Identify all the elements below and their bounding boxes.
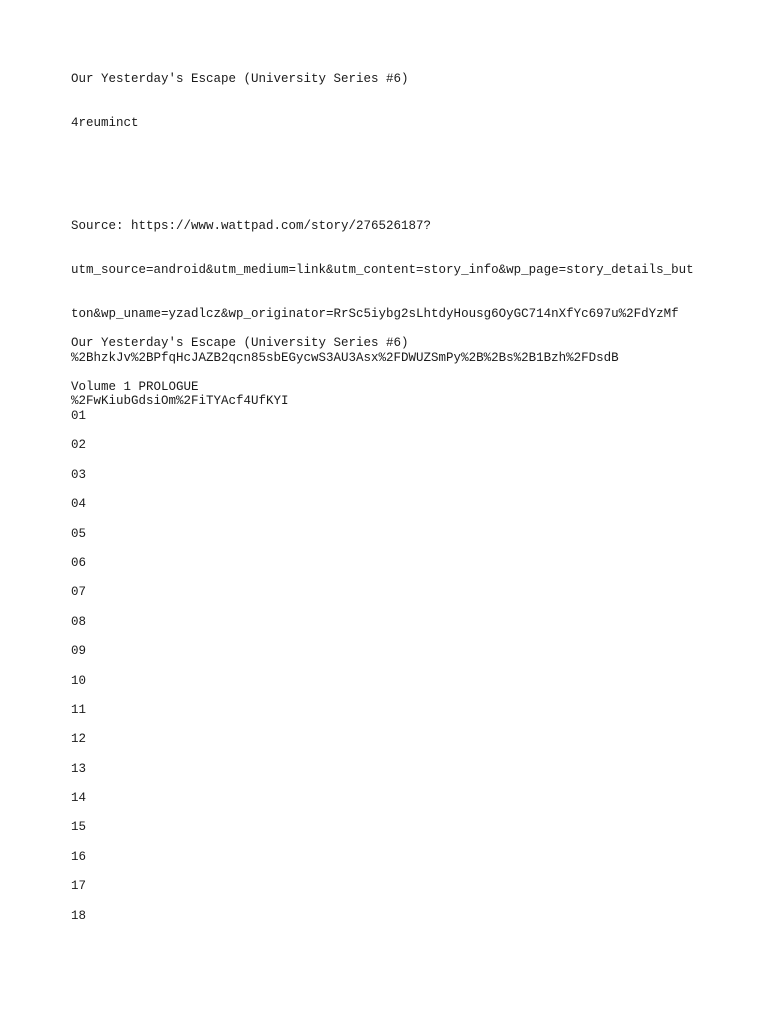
source-line: utm_source=android&utm_medium=link&utm_content=story_info&wp_page=story_details_but bbox=[71, 262, 694, 277]
story-title: Our Yesterday's Escape (University Series #6) bbox=[71, 72, 409, 86]
chapter-item: 11 bbox=[71, 702, 87, 717]
chapter-item: 16 bbox=[71, 849, 87, 864]
chapter-item: 18 bbox=[71, 908, 87, 923]
story-title-repeat: Our Yesterday's Escape (University Series #6) bbox=[71, 336, 409, 350]
chapter-item: 08 bbox=[71, 614, 87, 629]
source-block bbox=[71, 190, 711, 438]
chapter-list bbox=[71, 409, 86, 938]
volume-heading: Volume 1 PROLOGUE bbox=[71, 380, 199, 394]
chapter-item: 13 bbox=[71, 761, 87, 776]
chapter-item: 15 bbox=[71, 820, 87, 835]
source-line: %2FwKiubGdsiOm%2FiTYAcf4UfKYI bbox=[71, 394, 289, 409]
chapter-item: 02 bbox=[71, 438, 87, 453]
chapter-item: 01 bbox=[71, 409, 87, 423]
chapter-item: 09 bbox=[71, 644, 87, 659]
source-line: ton&wp_uname=yzadlcz&wp_originator=RrSc5iybg2sLhtdyHousg6OyGC714nXfYc697u%2FdYzMf bbox=[71, 306, 679, 321]
chapter-item: 06 bbox=[71, 555, 87, 570]
chapter-item: 03 bbox=[71, 467, 87, 482]
source-line: %2BhzkJv%2BPfqHcJAZB2qcn85sbEGycwS3AU3Asx%2FDWUZSmPy%2B%2Bs%2B1Bzh%2FDsdB bbox=[71, 350, 619, 365]
chapter-item: 10 bbox=[71, 673, 87, 688]
chapter-item: 14 bbox=[71, 791, 87, 806]
chapter-item: 07 bbox=[71, 585, 87, 600]
chapter-item: 04 bbox=[71, 497, 87, 512]
chapter-item: 12 bbox=[71, 732, 87, 747]
chapter-item: 05 bbox=[71, 526, 87, 541]
chapter-item: 17 bbox=[71, 879, 87, 894]
source-line: Source: https://www.wattpad.com/story/276526187? bbox=[71, 219, 432, 234]
author-name: 4reuminct bbox=[71, 116, 139, 130]
